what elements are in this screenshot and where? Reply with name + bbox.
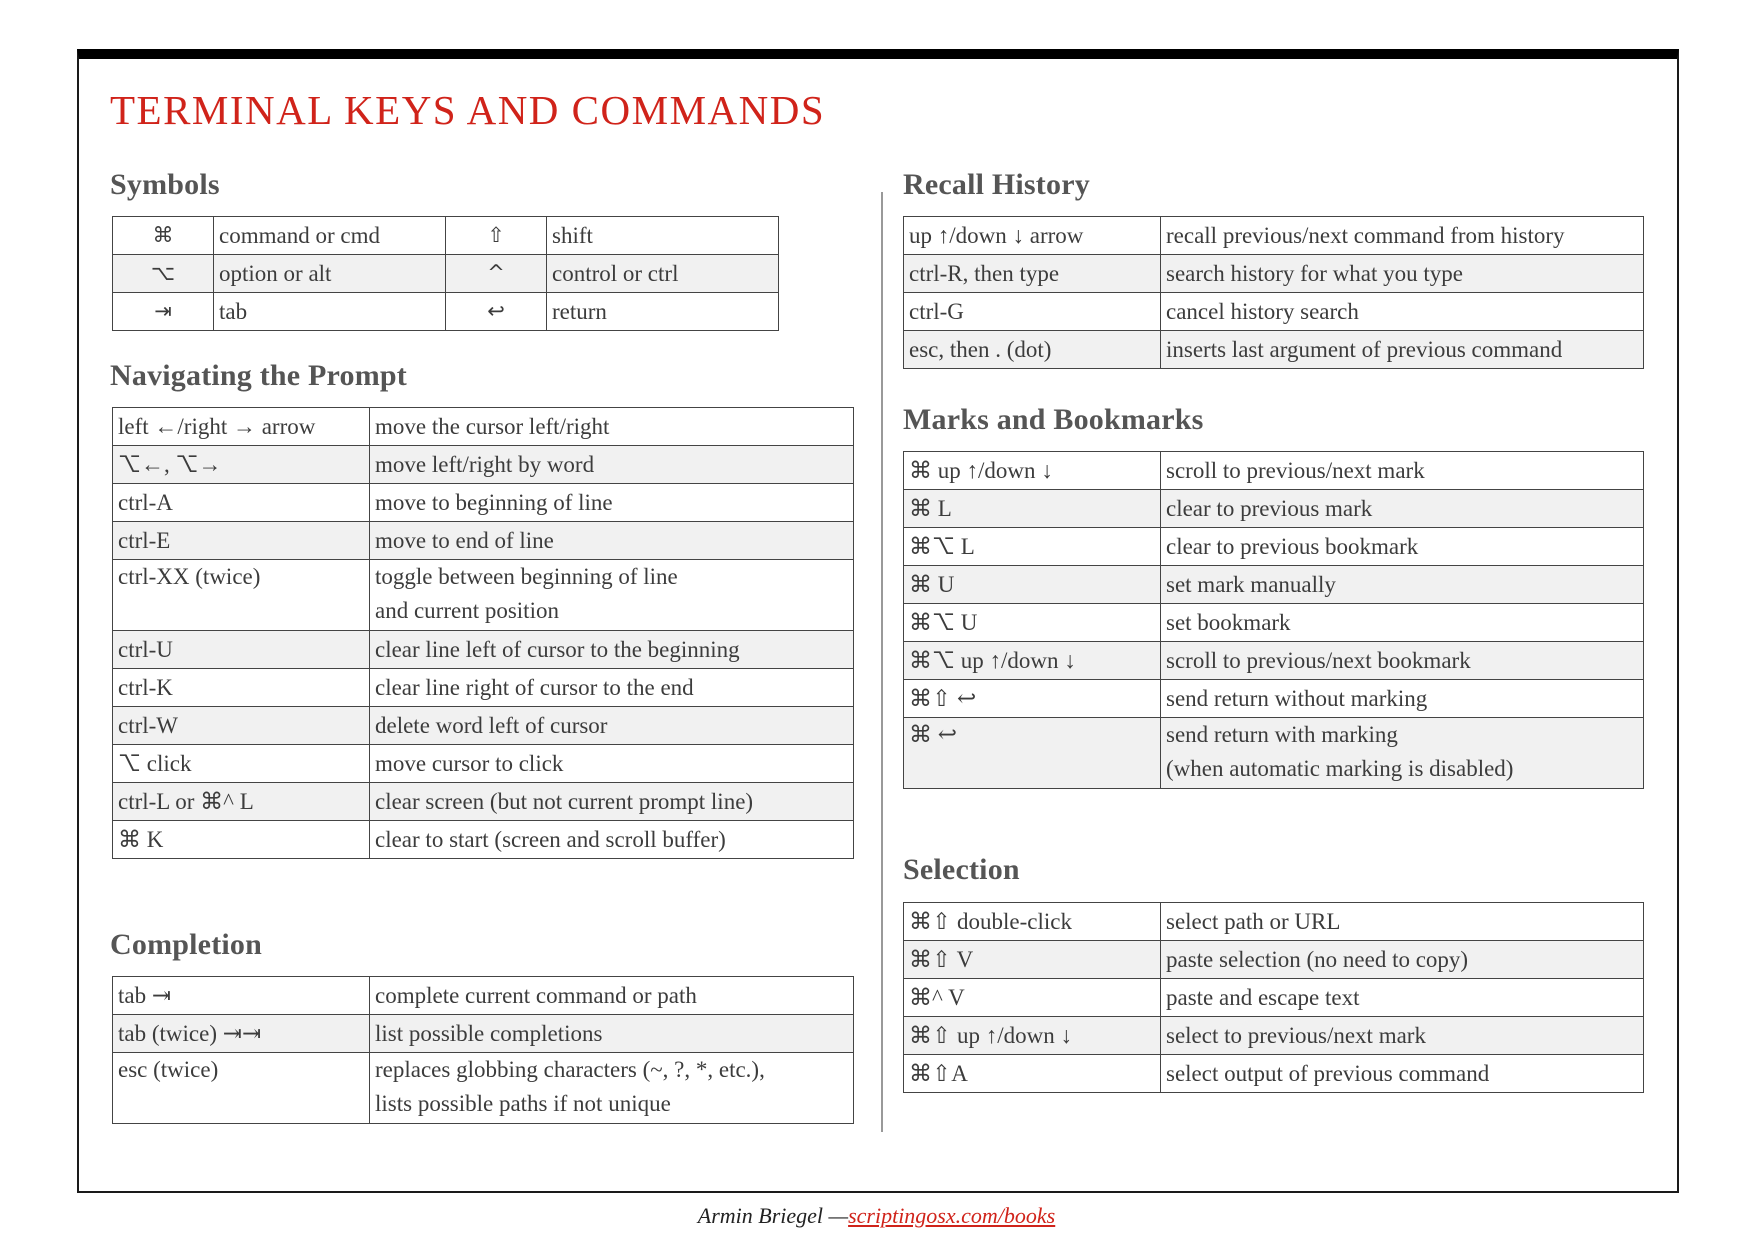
shortcut-description: scroll to previous/next mark bbox=[1161, 452, 1644, 490]
shortcut-key: ⌘⌥ L bbox=[904, 528, 1161, 566]
shortcut-key: ctrl-L or ⌘^ L bbox=[113, 783, 370, 821]
table-row bbox=[904, 528, 1644, 566]
table-row bbox=[113, 446, 854, 484]
shortcut-description: clear line right of cursor to the end bbox=[370, 669, 854, 707]
table-row bbox=[904, 490, 1644, 528]
marks-table bbox=[903, 451, 1644, 789]
shortcut-key: ⌘⇧ V bbox=[904, 941, 1161, 979]
completion-heading: Completion bbox=[110, 928, 262, 961]
symbol-label: shift bbox=[547, 217, 779, 255]
recall-table bbox=[903, 216, 1644, 369]
shortcut-description: paste selection (no need to copy) bbox=[1161, 941, 1644, 979]
shortcut-description: set mark manually bbox=[1161, 566, 1644, 604]
table-row bbox=[113, 977, 854, 1015]
shortcut-key: tab (twice) ⇥⇥ bbox=[113, 1015, 370, 1053]
table-row bbox=[904, 642, 1644, 680]
footer-dash: — bbox=[828, 1203, 849, 1228]
table-row bbox=[904, 718, 1644, 789]
shortcut-key: ctrl-U bbox=[113, 631, 370, 669]
marks-heading: Marks and Bookmarks bbox=[903, 403, 1204, 436]
shortcut-key: ctrl-W bbox=[113, 707, 370, 745]
shortcut-key: esc, then . (dot) bbox=[904, 331, 1161, 369]
shortcut-description: cancel history search bbox=[1161, 293, 1644, 331]
shortcut-description: send return without marking bbox=[1161, 680, 1644, 718]
table-row bbox=[904, 255, 1644, 293]
shortcut-description: select output of previous command bbox=[1161, 1055, 1644, 1093]
page-title: TERMINAL KEYS AND COMMANDS bbox=[110, 87, 826, 133]
table-row bbox=[904, 903, 1644, 941]
shortcut-key: left ←/right → arrow bbox=[113, 408, 370, 446]
shift-icon: ⇧ bbox=[446, 217, 547, 255]
shortcut-key: ⌘ L bbox=[904, 490, 1161, 528]
table-row bbox=[113, 484, 854, 522]
table-row bbox=[113, 707, 854, 745]
shortcut-key: ⌘⇧ ↩ bbox=[904, 680, 1161, 718]
shortcut-key: tab ⇥ bbox=[113, 977, 370, 1015]
navigating-heading: Navigating the Prompt bbox=[110, 359, 407, 392]
shortcut-key: up ↑/down ↓ arrow bbox=[904, 217, 1161, 255]
shortcut-description: clear screen (but not current prompt line) bbox=[370, 783, 854, 821]
shortcut-key: ⌥ click bbox=[113, 745, 370, 783]
shortcut-description: search history for what you type bbox=[1161, 255, 1644, 293]
option-icon: ⌥ bbox=[113, 255, 214, 293]
table-row bbox=[904, 1055, 1644, 1093]
recall-heading: Recall History bbox=[903, 168, 1090, 201]
symbol-label: control or ctrl bbox=[547, 255, 779, 293]
shortcut-key: ctrl-R, then type bbox=[904, 255, 1161, 293]
shortcut-description: clear to previous mark bbox=[1161, 490, 1644, 528]
selection-table bbox=[903, 902, 1644, 1093]
symbol-label: tab bbox=[214, 293, 446, 331]
shortcut-description: send return with marking (when automatic marking is disabled) bbox=[1161, 718, 1644, 789]
shortcut-key: ⌘⌥ U bbox=[904, 604, 1161, 642]
book-link[interactable]: scriptingosx.com/books bbox=[848, 1203, 1056, 1228]
table-row bbox=[904, 331, 1644, 369]
symbol-label: command or cmd bbox=[214, 217, 446, 255]
table-row bbox=[113, 560, 854, 631]
shortcut-key: ⌘⇧ up ↑/down ↓ bbox=[904, 1017, 1161, 1055]
shortcut-description: replaces globbing characters (~, ?, *, etc.), lists possible paths if not unique bbox=[370, 1053, 854, 1124]
shortcut-key: ⌘ up ↑/down ↓ bbox=[904, 452, 1161, 490]
shortcut-description: complete current command or path bbox=[370, 977, 854, 1015]
table-row bbox=[113, 631, 854, 669]
table-row bbox=[113, 217, 779, 255]
navigating-table bbox=[112, 407, 854, 859]
shortcut-key: ⌘⇧ double-click bbox=[904, 903, 1161, 941]
shortcut-key: ctrl-E bbox=[113, 522, 370, 560]
table-row bbox=[113, 522, 854, 560]
shortcut-key: ctrl-A bbox=[113, 484, 370, 522]
shortcut-key: esc (twice) bbox=[113, 1053, 370, 1124]
control-icon: ^ bbox=[446, 255, 547, 293]
table-row bbox=[113, 1015, 854, 1053]
table-row bbox=[904, 452, 1644, 490]
footer bbox=[0, 1203, 1753, 1229]
shortcut-key: ⌘⌥ up ↑/down ↓ bbox=[904, 642, 1161, 680]
table-row bbox=[113, 255, 779, 293]
shortcut-description: list possible completions bbox=[370, 1015, 854, 1053]
table-row bbox=[904, 1017, 1644, 1055]
shortcut-description: clear to start (screen and scroll buffer) bbox=[370, 821, 854, 859]
shortcut-description: move to end of line bbox=[370, 522, 854, 560]
table-row bbox=[113, 783, 854, 821]
table-row bbox=[113, 669, 854, 707]
shortcut-description: move to beginning of line bbox=[370, 484, 854, 522]
shortcut-description: scroll to previous/next bookmark bbox=[1161, 642, 1644, 680]
symbol-label: return bbox=[547, 293, 779, 331]
table-row bbox=[904, 604, 1644, 642]
table-row bbox=[113, 1053, 854, 1124]
shortcut-description: select path or URL bbox=[1161, 903, 1644, 941]
selection-heading: Selection bbox=[903, 853, 1020, 886]
shortcut-description: paste and escape text bbox=[1161, 979, 1644, 1017]
return-icon: ↩ bbox=[446, 293, 547, 331]
shortcut-key: ⌘^ V bbox=[904, 979, 1161, 1017]
shortcut-key: ⌘ K bbox=[113, 821, 370, 859]
shortcut-description: move cursor to click bbox=[370, 745, 854, 783]
author-name: Armin Briegel bbox=[697, 1203, 824, 1228]
symbol-label: option or alt bbox=[214, 255, 446, 293]
table-row bbox=[904, 680, 1644, 718]
shortcut-description: move left/right by word bbox=[370, 446, 854, 484]
column-divider bbox=[881, 192, 883, 1132]
shortcut-description: inserts last argument of previous command bbox=[1161, 331, 1644, 369]
table-row bbox=[904, 566, 1644, 604]
table-row bbox=[904, 979, 1644, 1017]
shortcut-key: ⌘ U bbox=[904, 566, 1161, 604]
table-row bbox=[904, 293, 1644, 331]
table-row bbox=[904, 941, 1644, 979]
shortcut-key: ⌘ ↩ bbox=[904, 718, 1161, 789]
shortcut-description: clear to previous bookmark bbox=[1161, 528, 1644, 566]
symbols-heading: Symbols bbox=[110, 168, 220, 201]
tab-icon: ⇥ bbox=[113, 293, 214, 331]
shortcut-description: toggle between beginning of line and current position bbox=[370, 560, 854, 631]
shortcut-key: ⌥←, ⌥→ bbox=[113, 446, 370, 484]
command-icon: ⌘ bbox=[113, 217, 214, 255]
shortcut-description: clear line left of cursor to the beginning bbox=[370, 631, 854, 669]
shortcut-description: select to previous/next mark bbox=[1161, 1017, 1644, 1055]
table-row bbox=[904, 217, 1644, 255]
completion-table bbox=[112, 976, 854, 1124]
table-row bbox=[113, 408, 854, 446]
table-row bbox=[113, 745, 854, 783]
shortcut-key: ctrl-G bbox=[904, 293, 1161, 331]
shortcut-key: ctrl-K bbox=[113, 669, 370, 707]
shortcut-key: ctrl-XX (twice) bbox=[113, 560, 370, 631]
shortcut-description: delete word left of cursor bbox=[370, 707, 854, 745]
symbols-table bbox=[112, 216, 779, 331]
table-row bbox=[113, 293, 779, 331]
shortcut-description: move the cursor left/right bbox=[370, 408, 854, 446]
shortcut-description: set bookmark bbox=[1161, 604, 1644, 642]
shortcut-description: recall previous/next command from history bbox=[1161, 217, 1644, 255]
table-row bbox=[113, 821, 854, 859]
shortcut-key: ⌘⇧A bbox=[904, 1055, 1161, 1093]
